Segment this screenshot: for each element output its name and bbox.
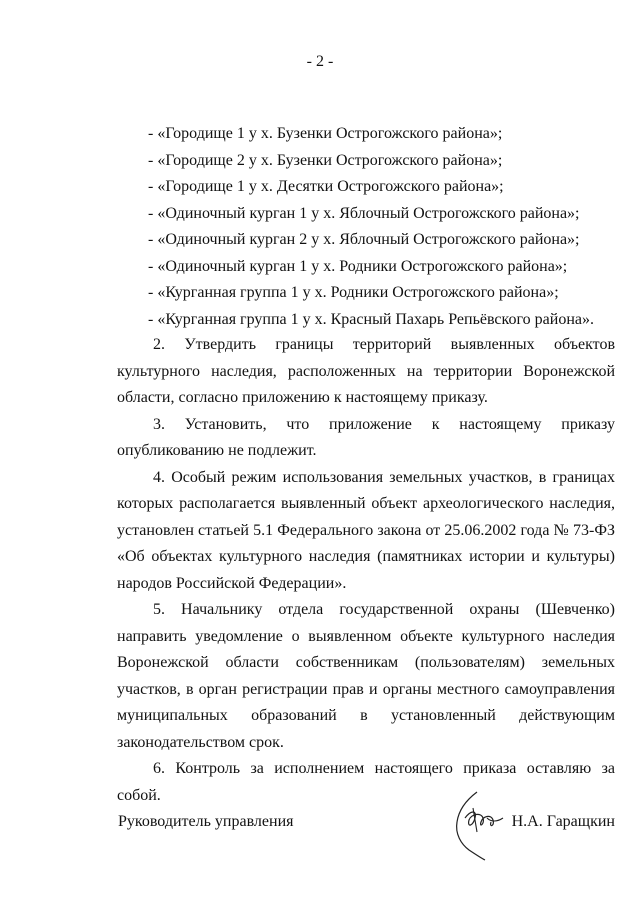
list-item: - «Курганная группа 1 у х. Родники Острогожского района»; (148, 284, 559, 301)
list-item: - «Курганная группа 1 у х. Красный Пахарь Репьёвского района». (148, 310, 594, 328)
list-item: - «Одиночный курган 1 у х. Родники Острогожского района»; (148, 257, 568, 275)
paragraph-2: 2. Утвердить границы территорий выявленных объектов культурного наследия, расположенных на территории Воронежской области, согласно приложению к настоящему приказу. (117, 336, 615, 406)
order-paragraphs (117, 332, 615, 809)
list-item: - «Городище 1 у х. Десятки Острогожского района»; (148, 178, 504, 195)
signer-name: Н.А. Гаращкин (511, 813, 615, 830)
list-item: - «Городище 1 у х. Бузенки Острогожского района»; (148, 125, 503, 142)
paragraph-5: 5. Начальнику отдела государственной охраны (Шевченко) направить уведомление о выявленном объекте культурного наследия Воронежской области собственникам (пользователям) земельных участков, в орган регистрации прав и органы местного самоуправления муниципальных образований в установленный действующим законодательством срок. (117, 601, 615, 751)
list-item: - «Одиночный курган 2 у х. Яблочный Острогожского района»; (148, 231, 580, 248)
paragraph-6: 6. Контроль за исполнением настоящего приказа оставляю за собой. (117, 760, 615, 804)
paragraph-4: 4. Особый режим использования земельных участков, в границах которых располагается выявленный объект археологического наследия, установлен статьей 5.1 Федерального закона от 25.06.2002 года № 73-ФЗ «Об объектах культурного наследия (памятниках истории и культуры) народов Российской Федерации». (117, 468, 615, 592)
handwritten-signature (447, 788, 507, 864)
page-number: - 2 - (306, 53, 334, 70)
list-item: - «Городище 2 у х. Бузенки Острогожского района»; (148, 151, 503, 169)
paragraph-3: 3. Установить, что приложение к настоящему приказу опубликованию не подлежит. (117, 415, 615, 459)
list-item: - «Одиночный курган 1 у х. Яблочный Острогожского района»; (148, 204, 580, 222)
heritage-objects-list (148, 124, 618, 336)
signer-title: Руководитель управления (118, 813, 294, 830)
